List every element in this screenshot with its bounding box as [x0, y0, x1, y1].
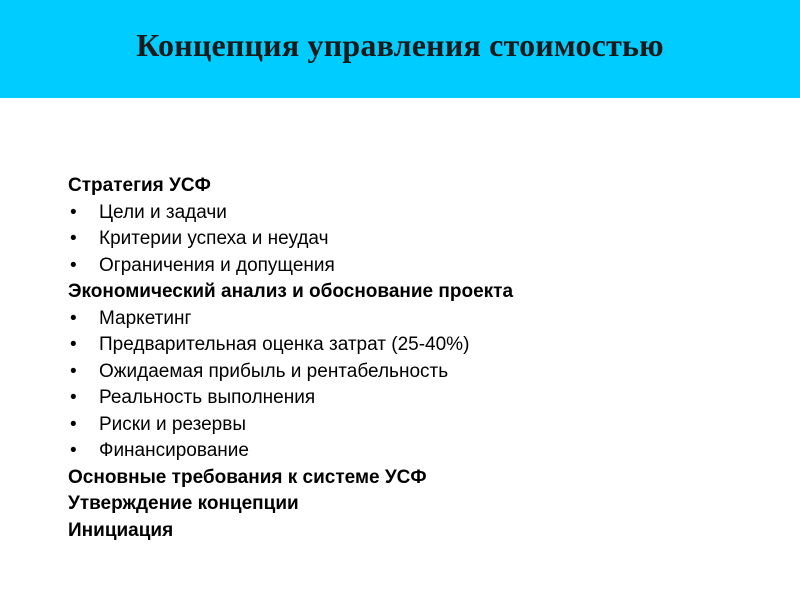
- bullet-text: Критерии успеха и неудач: [99, 228, 329, 249]
- bullet-text: Ограничения и допущения: [99, 254, 335, 276]
- bullet-text: Реальность выполнения: [99, 387, 316, 408]
- bullet-item: [68, 385, 768, 412]
- bullet-icon: •: [70, 254, 77, 276]
- outline-list: [68, 173, 768, 544]
- bullet-icon: •: [70, 413, 77, 435]
- bullet-icon: •: [70, 387, 77, 408]
- bullet-item: [68, 200, 768, 227]
- bullet-icon: •: [70, 201, 77, 223]
- bullet-icon: •: [70, 334, 77, 355]
- section-heading: Экономический анализ и обоснование проекта: [68, 281, 514, 302]
- bullet-item: [68, 253, 768, 280]
- bullet-item: [68, 359, 768, 386]
- bullet-item: [68, 332, 768, 359]
- bullet-icon: •: [70, 360, 77, 382]
- title-band: [0, 0, 800, 98]
- bullet-text: Риски и резервы: [99, 413, 246, 435]
- bullet-icon: •: [70, 307, 77, 329]
- bullet-text: Ожидаемая прибыль и рентабельность: [99, 360, 449, 382]
- section-heading: Инициация: [68, 519, 174, 541]
- bullet-item: [68, 306, 768, 333]
- bullet-text: Финансирование: [99, 440, 249, 461]
- section-heading: Стратегия УСФ: [68, 175, 211, 196]
- bullet-item: [68, 226, 768, 253]
- bullet-icon: •: [70, 228, 77, 249]
- slide-title: Концепция управления стоимостью: [136, 26, 664, 63]
- bullet-item: [68, 412, 768, 439]
- bullet-text: Цели и задачи: [99, 201, 227, 223]
- bullet-text: Маркетинг: [99, 307, 192, 329]
- bullet-text: Предварительная оценка затрат (25-40%): [99, 334, 470, 355]
- section-heading: Утверждение концепции: [68, 493, 299, 514]
- section-heading: Основные требования к системе УСФ: [68, 466, 427, 488]
- bullet-icon: •: [70, 440, 77, 461]
- bullet-item: [68, 438, 768, 465]
